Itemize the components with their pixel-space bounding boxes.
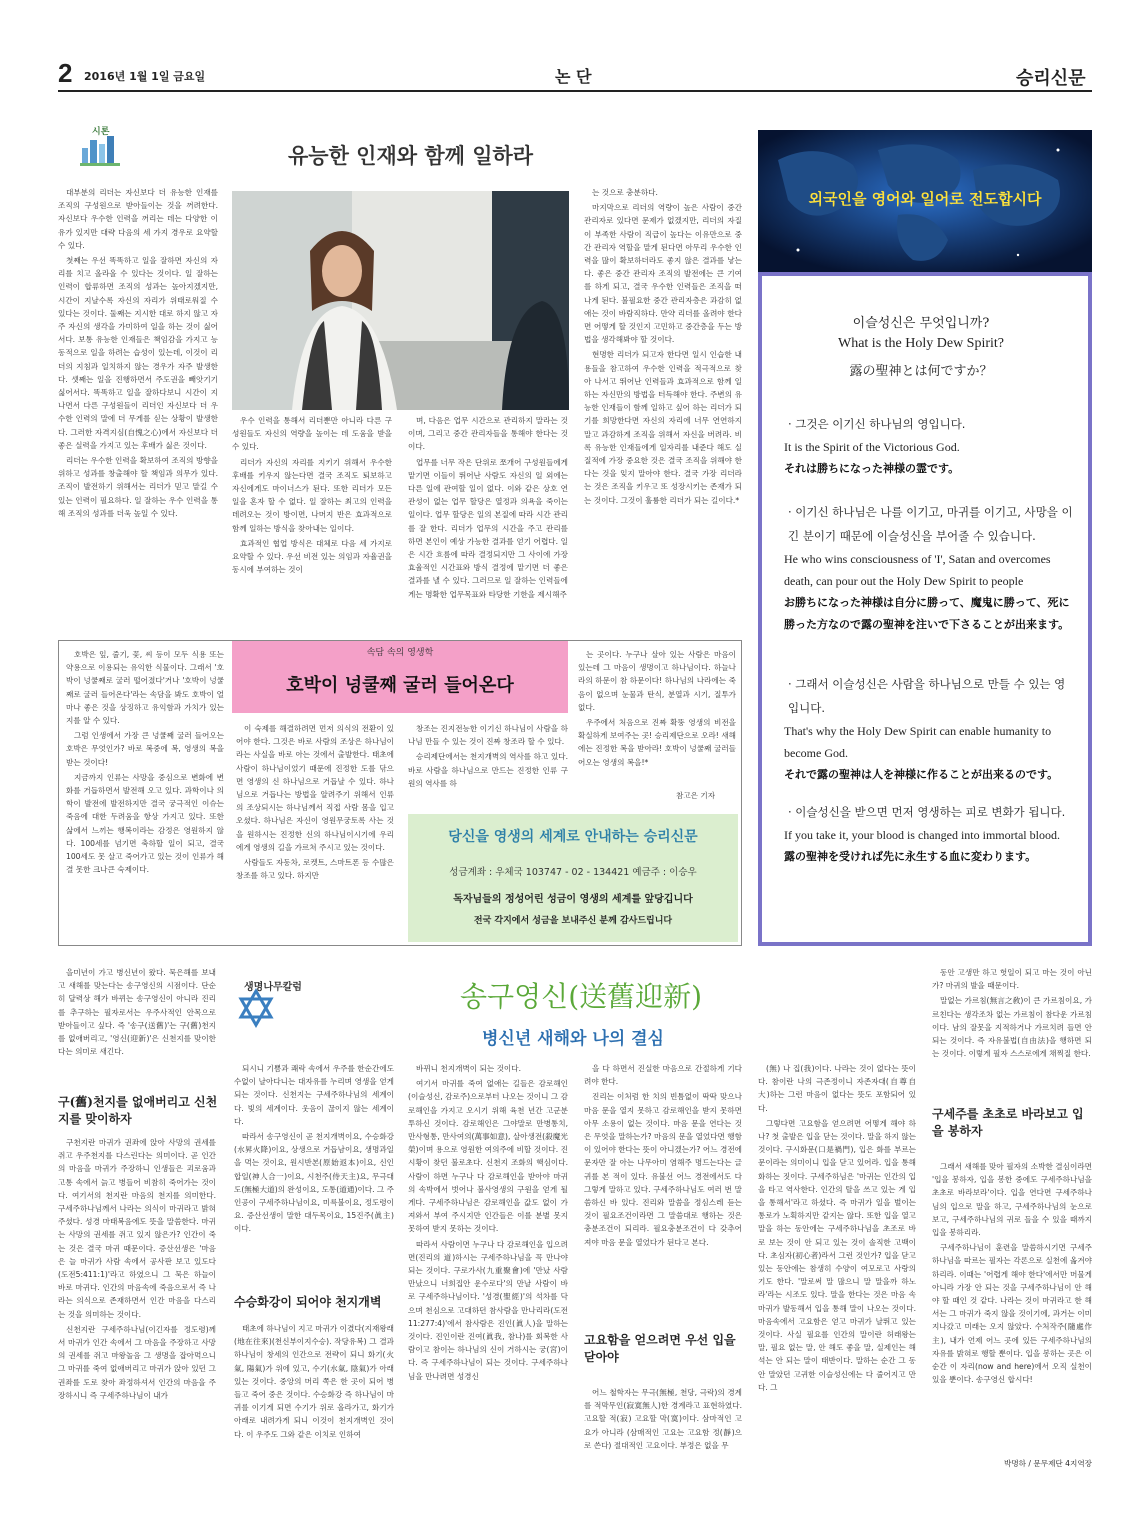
article3-col2	[234, 1062, 394, 1278]
paragraph: 우주에서 처음으로 진짜 확뚱 영생의 비전을 확실하게 보여주는 곳! 승리제단으로 오라! 새해에는 진정한 복을 받아라! 호박이 넝쿨째 굴러들어오는 영생의 복을!*	[578, 718, 736, 767]
sidebar-item-en: It is the Spirit of the Victorious God.	[784, 440, 960, 454]
article3-subheading: 구(舊)천지를 없애버리고 신천지를 맞이하자	[58, 1095, 218, 1126]
article2-title-box	[232, 641, 568, 713]
paragraph: 우수 인력을 통해서 리더뿐만 아니라 다른 구성원들도 자신의 역량을 높이는 데 도움을 받을 수 있다.	[232, 416, 392, 452]
sidebar-item	[784, 412, 1074, 480]
article2-col2	[236, 722, 394, 942]
sidebar-title-ja: 露の聖神とは何ですか？	[849, 364, 993, 379]
paragraph: 그렇다면 고요함을 얻으려면 어떻게 해야 하나? 첫 출발은 입을 닫는 것이다. 말을 하지 않는 것이다. 구시화문(口是禍門), 입은 화를 부르는 문이라는 의미이니 입을 닫고 있어라. 입을 통해 화하는 짓이다. 구세주하님은 '마귀는 인간의 입을 타고 역사한다. 인간의 탈을 쓰고 있는 게 입을 통해서'라고 하셨다. 즉 마귀가 일을 벌이는 통로가 노획하지만 같지는 않다. 또한 입을 열고 말을 하는 동안에는 구세주하나님을 초조로 바로 보는 것이 안 되고 있는 것이 솔직한 고백이다. 초심자(初心者)라서 그런 것인가? 입을 닫고 있는 동안에는 참생히 수양이 여모로고 사랑의 기도 한다. '말로써 말 많으니 말 말을까 하노라'라는 시조도 있다. 말을 한다는 것은 마음 속 마귀가 발동해서 입을 통해 말이 나오는 것이다. 마음속에서 고요함은 얻고 마귀가 날뛰고 있는 것이다. 사실 필요를 인간의 말이란 허래왕는 말, 필요 없는 말, 안 해도 좋을 말, 실제인는 해석는 안 되는 말이 태반이다. 말하는 순간 그 동안 말았던 고귀한 이슬성신에는 다 줄어지고 만다. 그	[758, 1118, 916, 1392]
paragraph: 어느 철학자는 무극(無極, 천당, 극락)의 경계를 적막무인(寂寞無人)한 경계라고 표현하였다. 고요할 적(寂) 고요할 막(寞)이다. 삼마적인 고요가 아니라 (삼매적인 고요는 고요함 정(靜)으로 쓴다) 절대적인 고요이다. 부정은 없을 무	[584, 1388, 742, 1450]
sidebar-item-ko: · 이기신 하나님은 나를 이기고, 마귀를 이기고, 사망을 이긴 분이기 때문에 이슬성신을 부어줄 수 있습니다.	[788, 505, 1073, 543]
paragraph: 여기서 마귀를 죽여 없애는 길들은 감로해인(이슬성신, 감로주)으로부터 나오는 것이니 그 감로해인을 가지고 오시기 위해 육천 년간 고군분투하신 것이다. 감로해인은 그야말로 만병통치, 만사형통, 만사여의(萬事如意), 살아생전(殺魔光榮)이며 용으로 영원한 여의주에 비할 것이다. 진시황이 찾던 불로초다. 신천지 조화의 핵심이다. 사람이 하면 누구나 다 감로해인을 받아야 마귀의 속박에서 벗어나 불사영생의 구원을 얻게 될 게다. 구세주하나님은 감로해인을 값도 없이 가져와서 부여 주시지만 인간들은 이를 분별 못지 못하여 받지 못하는 것이다.	[408, 1079, 568, 1234]
sidebar-item-ja: それで露の聖神は人を神様に作ることが出来るのです。	[784, 768, 1059, 781]
promo-line3: 전국 각지에서 성금을 보내주신 분께 감사드립니다	[473, 916, 673, 926]
paragraph: 신천지란 구세주하나님(이긴자를 정도령)께서 마귀가 인간 속에서 그 마음을 주장하고 사망의 권세를 쥐고 마왕놀음 그 생명을 잡아먹으니 그 마귀를 죽여 없애버리고 마귀가 앉아 있던 그 권좌를 도로 찾아 좌정하셔서 인간의 마음을 주장하시니 즉 구세주하나님이 내가	[58, 1324, 216, 1400]
sidebar-title-en: What is the Holy Dew Spirit?	[837, 336, 1005, 351]
article3-col4	[584, 1062, 742, 1316]
sidebar-item-ja: それは勝ちになった神様の霊です。	[784, 462, 960, 475]
article3-subtitle: 병신년 새해와 나의 결심	[482, 1029, 664, 1049]
paragraph: 구세주하나님이 훈련을 말씀하시기면 구세주하나님을 따르는 필자는 각론으로 실천에 옮겨야 하리라. 이때는 '어렵게 해야 한다'에서만 머물게 아니라 가장 안 되는 것을 구세주하나님이 안 해야 할 때인 것 같다. 나라는 것이 마귀라고 한 해서는 그 마귀가 죽지 않을 것이기에, 과거는 이미 지나갔고 미래는 오지 않았다. 수처작주(隨處作主), 내가 언제 어느 곳에 있든 구세주하나님의 자유를 밝혀로 행할 뿐이다. 입을 봉하는 곳은 이 순간 이 자리(now and here)에서 오직 실천이 있을 뿐이다. 송구영신 합시다!	[932, 1243, 1092, 1385]
article2-signature: 참고은 기자	[676, 791, 716, 800]
paragraph: 따라서 송구영신이 곧 천지개벽이요, 수승화강(水昇火降)이요, 상생으로 거듭남이요, 생명과일을 먹는 것이요, 원시반본(原始返本)이요, 신인합일(神人合一)이요, 시천주(侍天主)요, 무극대도(無極大道)의 완성이요, 도통(道通)이다. 그 주인공이 구세주하나님이요, 미륵불이요, 정도령이요. 증산선생이 말한 대두목이요, 15진주(眞主)이다.	[234, 1132, 394, 1234]
paragraph: 호박은 잎, 줄기, 꽃, 씨 등이 모두 식용 또는 약용으로 이용되는 유익한 식물이다. 그래서 '호박이 넝쿨째로 굴러 떨어졌다'거나 '호박이 넝쿨째로 굴러 들어온다'라는 속담을 봐도 호박이 얼마나 좋은 것을 상징하고 유익함과 가치가 있는지를 알 수 있다.	[66, 650, 224, 726]
article2-col1	[66, 648, 224, 940]
article3-signature: 박명하 / 문무제단 4지역장	[1004, 1459, 1092, 1468]
dew-spirit-sidebar	[758, 272, 1092, 946]
article1-col4	[584, 186, 742, 618]
banner-text: 외국인을 영어와 일어로 전도합시다	[808, 190, 1042, 208]
paragraph: 지금까지 인류는 사망을 중심으로 변화에 변화를 거듭하면서 발전해 오고 있다. 과학이나 의학이 발전에 발전하지만 결국 궁극적인 이슈는 죽음에 대한 두려움을 항상 가지고 있다. 또한 삶에서 느끼는 행복이라는 감정은 영원하지 않다. 100세를 넘기면 축하할 일이 되고, 결국 100세도 못 살고 죽어가고 있는 것이 인류가 해결 못한 크나큰 숙제이다.	[66, 772, 224, 875]
sidebar-item-ja: お勝ちになった神様は自分に勝って、魔鬼に勝って、死に勝った方なので露の聖神を注いで下さることが出来ます。	[784, 596, 1070, 631]
article3-subheading: 수승화강이 되어야 천지개벽	[234, 1295, 382, 1309]
promo-headline: 당신을 영생의 세계로 안내하는 승리신문	[448, 829, 698, 845]
paragraph: 그래서 새해를 맞아 필자의 소박한 결심이라면 '입을 봉하자, 입을 봉한 중에도 구세주하나님을 초초로 바라보라'이다. 입을 연다면 구세주하나님의 입으로 말을 하고, 구세주하나님의 눈으로 보고, 구세주하나님의 귀로 들을 수 있을 때까지 입을 봉하리라.	[932, 1162, 1092, 1238]
paragraph: 이 숙제를 해결하려면 먼저 의식의 전환이 있어야 한다. 그것은 바로 사람의 조상은 하나님이라는 사실을 바로 아는 것에서 출발한다. 태초에 사람이 하나님이었기 때문에 진정한 도를 닦으면 영생의 신 하나님으로 거듭날 수 있다. 하나님으로 거듭나는 방법을 알려주기 위해서 인류의 조상되시는 하나님께서 직접 사람 몸을 입고 오셨다. 하나님은 자신이 영원무궁토록 사는 것을 원하시는 진정한 신의 하나님이시기에 우리에게 영생의 길을 가르쳐 주시고 있는 것이다.	[236, 724, 394, 852]
article3-col2b	[234, 1322, 394, 1480]
paragraph: 구천지란 마귀가 권좌에 앉아 사망의 권세를 쥐고 우주천지를 다스린다는 의미이다. 곧 인간의 마음을 마귀가 주장하니 인생들은 괴로움과 고통 속에서 늙고 병들어 비참히 죽어가는 것이다. 여기서의 천지란 마음의 천지를 의미한다. 구세주하나님께서 나라는 의식이 마귀라고 밝혀 주셨다. 성경 마태복음에도 뜻을 말씀한다. 마귀는 사망의 권세를 쥐고 있지 않은가? 인간이 죽는 것은 결국 마귀 때문이다. 증산선생은 '마음은 늘 마귀가 사람 속에서 공사판 보고 있도다(도전5:411:1)'라고 하였으니 그 묵은 하늘이 바로 마귀다. 인간의 마음속에 죽음으로서 즉 나라는 의식으로 존재하면서 인간 마음을 다스리는 것을 의미하는 것이다.	[58, 1138, 216, 1319]
paragraph: 리더가 자신의 자리를 지키기 위해서 우수한 후배를 키우지 않는다면 결국 조직도 퇴보하고 자신에게도 마이너스가 된다. 또한 리더가 모든 일을 혼자 할 수 없다. 일 잘하는 최고의 인력을 데려오는 것이 방이면, 나머지 반은 효과적으로 함께 일하는 방식을 찾아내는 일이다.	[232, 457, 392, 533]
evangelism-banner	[758, 130, 1092, 272]
paragraph: 리더는 우수한 인력을 확보하여 조직의 방향을 위하고 성과를 창출해야 할 책임과 의무가 있다. 조직이 발전하기 위해서는 리더가 믿고 맡길 수 있는 인력이 필요하다. 일 잘하는 우수 인력을 통해 조직의 성과를 더욱 높일 수 있다.	[58, 456, 218, 518]
article2-col3	[408, 722, 568, 806]
paragraph: 동안 고생만 하고 헛일이 되고 마는 것이 아닌가? 마귀의 발을 때문이다.	[932, 968, 1092, 991]
article3-col4b	[584, 1386, 742, 1480]
opinion-icon-label: 시론	[92, 127, 110, 137]
paragraph: 사람들도 자동차, 로켓트, 스마트폰 등 수많은 창조를 하고 있다. 하지만	[236, 858, 394, 881]
paragraph: 말없는 가르침(無言之敎)이 큰 가르침이요, 가르친다는 생각조차 없는 가르침이 참다운 가르침이다. 남의 잘못을 지적하거나 가르치려 들면 안 되는 것이다. 즉 자유불법(自由法)을 행하면 되는 것이다. 이렇게 필자 스스로에게 채찍질 한다.	[932, 996, 1092, 1059]
promo-line2: 독자님들의 정성어린 성금이 영생의 세계를 앞당깁니다	[453, 894, 693, 905]
article3-column-label: 생명나무칼럼	[244, 982, 302, 993]
paragraph: 승리제단에서는 천지개벽의 역사를 하고 있다. 바로 사람을 하나님으로 만드는 진정한 인류 구원의 역사를 하	[408, 752, 568, 788]
sidebar-item-en: He who wins consciousness of 'I', Satan and overcomes death, can pour out the Holy Dew Spirit to people	[784, 552, 1051, 588]
paragraph: 대부분의 리더는 자신보다 더 유능한 인재를 조직의 구성원으로 받아들이는 것을 꺼려한다. 자신보다 우수한 인력을 꺼리는 데는 다양한 이유가 있지만 대략 다음의 세 가지 경우로 요약할 수 있다.	[58, 188, 218, 250]
paragraph: (無) 나 집(我)이다. 나라는 것이 없다는 뜻이다. 참이란 나의 극존정이니 자존자대(自尊自大)하는 그런 마음이 없다는 뜻도 포함되어 있다.	[758, 1064, 916, 1113]
paragraph: 현명한 리더가 되고자 한다면 일시 인습한 내용들을 참고하여 우수한 인력을 적극적으로 찾아 나서고 뛰어난 인력들과 효과적으로 함께 일하는 자신만의 방법을 터득해야 한다. 주변의 유능한 인재들이 함께 일하고 싶어 하는 리더가 되기를 희망한다면 자신의 자리에 너무 연연하지 말고 과감하게 조직을 위해서 자신을 버려라. 비록 유능한 인재들에게 일자리를 내준다 해도 실질적에 가장 중요한 것은 결국 조직을 위해야 한다는 것을 잊지 말아야 한다. 결국 가장 리더라는 것은 조직을 키우고 또 성장시키는 존재가 되는 것이다. 그것이 훌륭한 리더가 되는 길이다.*	[584, 350, 742, 505]
sidebar-item	[784, 500, 1076, 636]
paragraph: 을미년이 가고 병신년이 왔다. 묵은해를 보내고 새해를 맞는다는 송구영신의 시점이다. 단순히 달력상 해가 바뀌는 송구영신이 아니라 진리를 추구하는 필자로서는 우주사적인 안목으로 받아들이고 싶다. 즉 '송구(送舊)'는 구(舊)천지를 없애버리고, '영신(迎新)'은 신천지를 맞이한다는 의미로 새긴다.	[58, 968, 216, 1057]
paragraph: 는 곳이다. 누구나 살아 있는 사람은 마음이 있는데 그 마음이 생명이고 하나님이다. 하늘나라의 하문이 참 하문이다! 하나님의 나라에는 죽음이 없으며 눈물과 탄식, 분열과 시기, 질투가 없다.	[578, 650, 736, 712]
paragraph: 을 다 하면서 진실한 마음으로 간절하게 기다려야 한다.	[584, 1064, 742, 1087]
paragraph: 는 것으로 충분하다.	[592, 188, 658, 197]
article3-subheading: 고요함을 얻으려면 우선 입을 닫아야	[584, 1333, 736, 1364]
paragraph: 효과적인 협업 방식은 대체로 다음 세 가지로 요약할 수 있다. 우선 비전 있는 의임과 자율권을 동시에 부여하는 것이	[232, 538, 392, 575]
paragraph: 바뀌니 천지개벽이 되는 것이다.	[416, 1064, 522, 1073]
paragraph: 며, 다음은 업무 시간으로 관리하지 말라는 것이며, 그리고 중간 관리자들을 통해야 한다는 것이다.	[408, 416, 568, 452]
sidebar-item-ko: · 이슬성신을 받으면 먼저 영생하는 피로 변화가 됩니다.	[788, 805, 1066, 819]
article2-kicker: 속담 속의 영생학	[366, 648, 434, 658]
opinion-icon	[80, 132, 120, 166]
article3-col5	[758, 1062, 916, 1480]
article2-col4	[578, 648, 736, 806]
page-number: 2	[58, 58, 73, 88]
article3-col1b	[58, 1136, 216, 1480]
sidebar-item-ko: · 그래서 이슬성신은 사람을 하나님으로 만들 수 있는 영입니다.	[788, 677, 1066, 715]
sidebar-title-ko: 이슬성신은 무엇입니까?	[852, 316, 990, 331]
paper-name: 승리신문	[1016, 68, 1086, 89]
paragraph: 업무를 너무 작은 단위로 쪼개어 구성원들에게 맡기면 이들이 뛰어난 사람도 자신의 일 외에는 다른 일에 관여할 일이 없다. 이와 같은 상호 연관성이 없는 업무 할당은 열정과 의욕을 죽이는 일이다. 업무 할당은 일의 본질에 따라 시간 관리를 잘 한다. 리더가 업무의 시간을 주고 관리를 하면 본인이 예상 가능한 결과를 얻기 어렵다. 일은 시간 흐름에 따라 결정되지만 그 사이에 가장 효율적인 시간표와 방식 결정에 맡기면 더 좋은 결과를 낼 수 있다. 그러므로 일 잘하는 인력들에게는 명확한 업무목표와 타당한 기한을 제시해주	[408, 457, 568, 599]
article1-col1	[58, 186, 218, 618]
sidebar-item-ko: · 그것은 이기신 하나님의 영입니다.	[788, 417, 966, 431]
article2-title: 호박이 넝쿨째 굴러 들어온다	[286, 675, 514, 696]
sidebar-item-en: That's why the Holy Dew Spirit can enable humanity to become God.	[784, 724, 1052, 760]
sidebar-item	[784, 672, 1076, 786]
article3-col1	[58, 966, 216, 1078]
paragraph: 되시니 기쁨과 쾌락 속에서 우주를 한순간에도 수없이 날아다니는 대자유를 누리며 영생을 얻게 되는 것이다. 신천지는 구세주하나님의 세계이다. 빛의 세계이다. 웃음이 끊이지 않는 세계이다.	[234, 1064, 394, 1126]
article3-col6	[932, 966, 1092, 1092]
paragraph: 첫째는 우선 똑똑하고 일을 잘하면 자신의 자리를 치고 올라올 수 있다는 것이다. 일 잘하는 인력이 합류하면 조직의 성과는 높아지겠지만, 시간이 지날수록 자신의 자리가 위태로워질 수 있다는 것이다. 둘째는 지시한 대로 하지 않고 자주 자신의 생각을 가미하여 일을 하는 것이 싫어서다. 보통 유능한 인재들은 책임감을 가지고 능동적으로 일을 하려는 습성이 있는데, 이것이 리더의 지침과 일치하지 않는 경우가 자주 발생한다. 셋째는 일을 진행하면서 주도권을 빼앗기기 싫어서다. 똑똑하고 일을 잘하다보니 시간이 지나면서 다른 구성원들이 리더인 자신보다 더 우수한 인력의 말에 더 무게를 싣는 상황이 발생한다. 그러한 자격지심(自愧之心)에서 자신보다 더 좋은 실력을 가지고 있는 후배가 싫은 것이다.	[58, 256, 218, 450]
article3-title: 송구영신(送舊迎新)	[460, 980, 703, 1013]
issue-date: 2016년 1월 1일 금요일	[84, 70, 206, 83]
header-rule	[58, 90, 1092, 92]
paragraph: 그럼 인생에서 가장 큰 넝쿨째 굴러 들어오는 호박은 무엇인가? 바로 복중에 복, 영생의 복을 받는 것이다!	[66, 731, 224, 767]
sidebar-item	[784, 800, 1076, 868]
paragraph: 따라서 사람이면 누구나 다 감로해인을 입으려면(진리의 道)하시는 구세주하나님을 꼭 만나야 되는 것이다. 구로가사(九重聚會)에 '만났 사람 만났으니 너희집안 운수로다'의 만날 사람이 바로 구세주하나님이다. '성경(聖經)'의 석차를 닥으며 천심으로 고대하던 참사람을 만나리라(도전11:277:4)'에서 참사람은 진인(眞人)을 말하는 것이다. 진인이란 진여(眞我, 참나)를 회복한 사람이고 참이는 하나님의 신이 거하시는 궁(宮)이다. 즉 구세주하나님이 되는 것이다. 구세주하나님을 만나려면 성경신	[408, 1239, 568, 1381]
paragraph: 창조는 진지전능한 이기신 하나님이 사람을 하나님 만들 수 있는 것이 진짜 창조라 할 수 있다.	[408, 724, 568, 747]
article1-photo	[232, 191, 569, 410]
paragraph: 태초에 하나님이 지고 마귀가 이겼다(지재왕래(地在往來)(천신부이지수승). 작당유복) 그 결과 하나님이 창세의 인간으로 전략이 되니 화기(火氣, 陽氣)가 위에 있고, 수기(水氣, 陰氣)가 아래 있는 것이다. 중앙의 머리 쪽은 한 곳이 되어 병들고 죽어 중은 것이다. 수승화강 즉 하나님이 마귀를 이기게 되면 수기가 위로 올라가고, 화기가 아래로 내려가게 되니 이것이 천지개벽인 것이다. 이 우주도 그와 같은 이치로 인하여	[234, 1324, 394, 1439]
sidebar-item-ja: 露の聖神を受ければ先に永生する血に変わります。	[784, 850, 1037, 863]
promo-box	[408, 814, 738, 942]
paragraph: 마지막으로 리더의 역량이 높은 사람이 중간 관리자로 있다면 문제가 없겠지만, 리더의 자질이 부족한 사람이 직급이 높다는 이유만으로 중간 관리자 역할을 맡게 된다면 아무리 우수한 인력을 많이 확보하더라도 좋지 않은 결과를 낳는다. 좋은 중간 관리자 조직의 발전에는 큰 기여를 하게 되고, 결국 우수한 인력들은 조직을 떠나게 된다. 불필요한 중간 관리자층은 과감히 없애는 것이 바람직하다. 만약 리더를 올려야 한다면 어떻게 할 것인지 고민하고 중간층을 두는 방법을 생각해봐야 할 것이다.	[584, 203, 742, 345]
paragraph: 진리는 이처럼 한 치의 빈틈없이 딱딱 맞으나 마음 문을 열지 못하고 감로해인을 받지 못하면 아무 소용이 없는 것이다. 마음 문을 연다는 것은 무엇을 말하는가? 마음의 문을 열었다면 행함이 있어야 한다는 뜻이 아니겠는가? 어느 경전에 문자만 잘 아는 나무아미 염해주 명드는다는 글귀를 본 적이 있다. 유불선 어느 경전에서도 다 그렇게 말하고 있다. 구세주하나님도 여러 번 말씀하신 바 있다. 진리와 말씀을 정심스레 듣는 것이 필요조건이라면 그 말씀대로 행하는 것은 충분조건이 되리라. 필요충분조건이 다 갖추어져야 마음 문을 열었다가 된다고 본다.	[584, 1092, 742, 1247]
article3-col6b	[932, 1160, 1092, 1456]
article1-col3	[408, 414, 568, 618]
promo-account: 성금계좌 : 우체국 103747 - 02 - 134421 예금주 : 이승우	[449, 867, 697, 878]
section-title: 논 단	[555, 67, 592, 86]
article1-col2	[232, 414, 392, 618]
article1-title: 유능한 인재와 함께 일하라	[288, 143, 534, 168]
article3-col3	[408, 1062, 568, 1480]
star-of-david-icon	[236, 988, 276, 1028]
sidebar-item-en: If you take it, your blood is changed into immortal blood.	[784, 828, 1060, 842]
article3-subheading: 구세주를 초초로 바라보고 입을 봉하자	[932, 1107, 1084, 1138]
